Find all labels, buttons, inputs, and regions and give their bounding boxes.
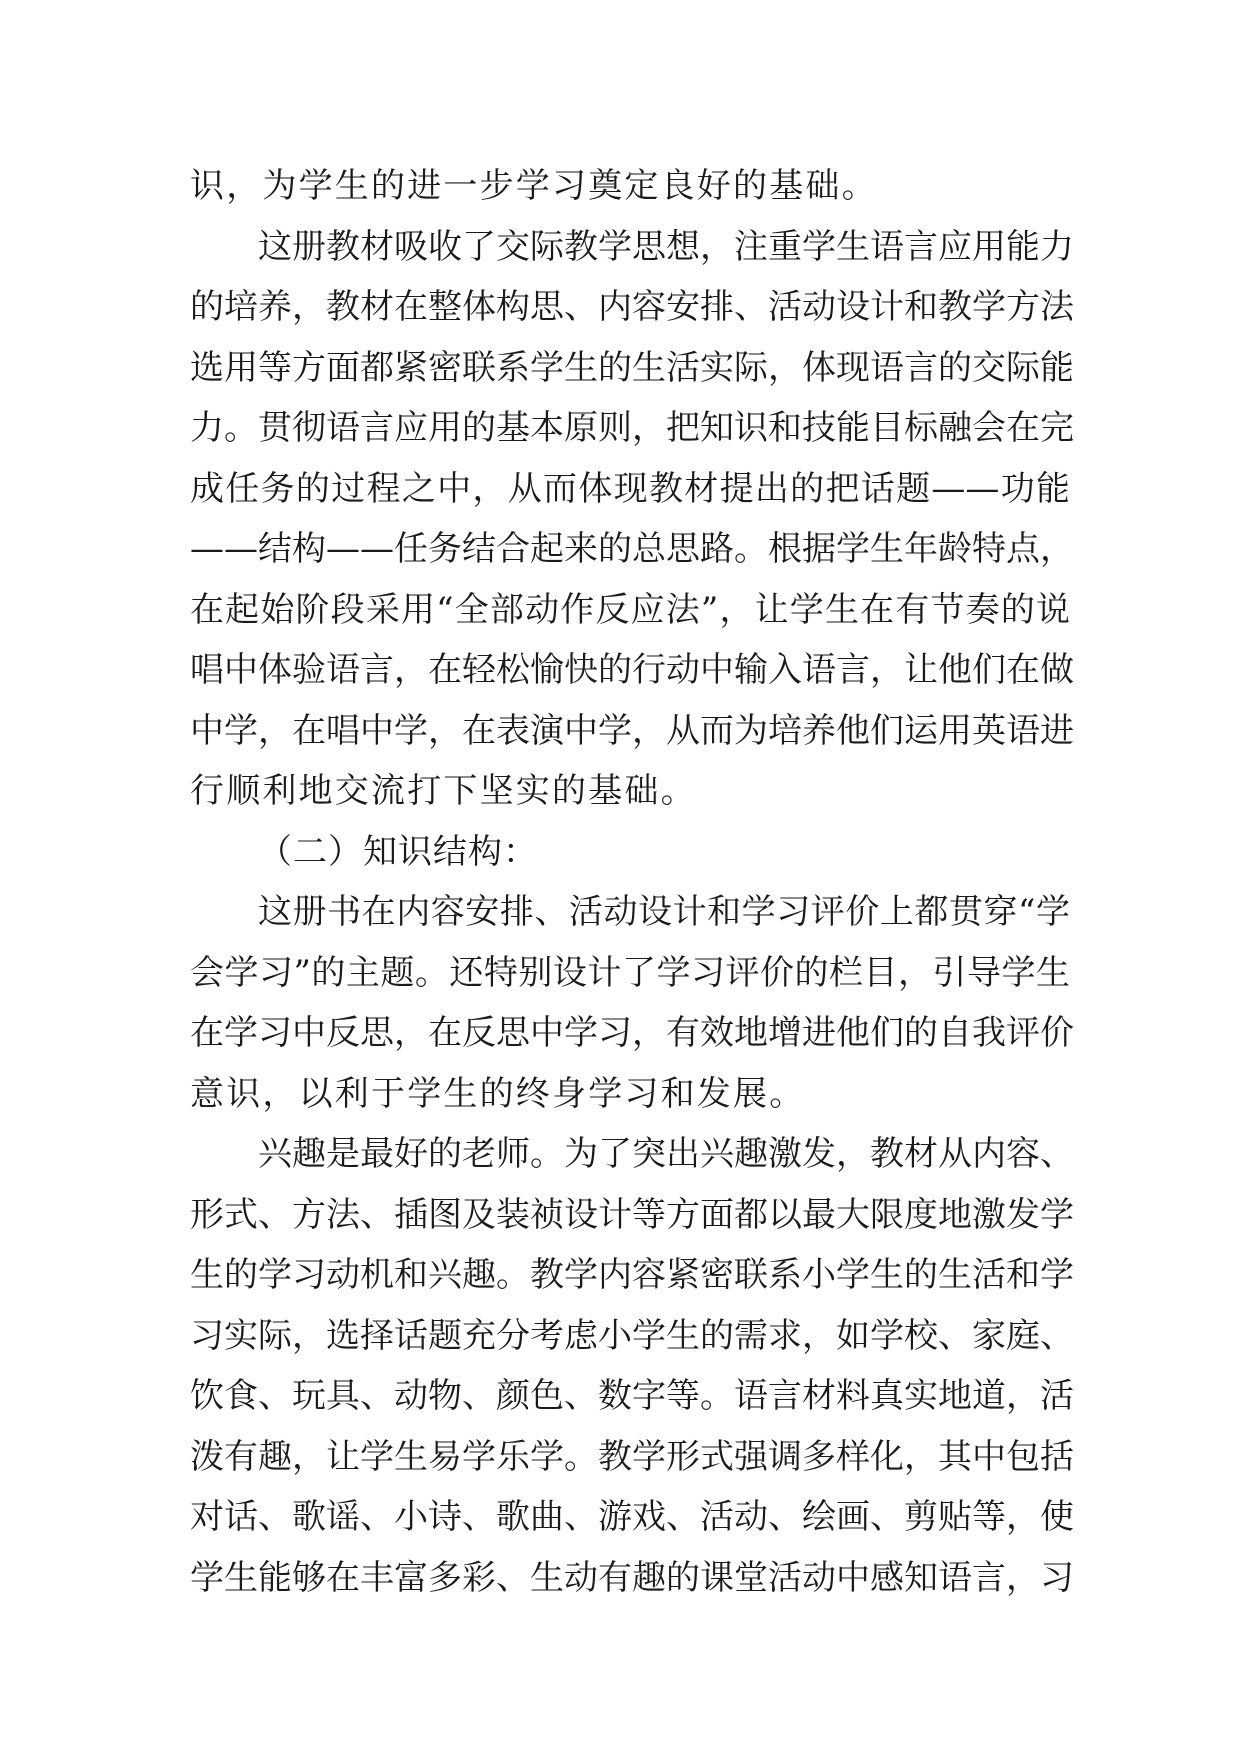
text-line: 对话、歌谣、小诗、歌曲、游戏、活动、绘画、剪贴等，使 — [190, 1497, 1074, 1537]
text-line: 饮食、玩具、动物、颜色、数字等。语言材料真实地道，活 — [190, 1376, 1074, 1416]
text-line: 生的学习动机和兴趣。教学内容紧密联系小学生的生活和学 — [190, 1255, 1074, 1295]
text-line: 习实际，选择话题充分考虑小学生的需求，如学校、家庭、 — [190, 1315, 1074, 1356]
paragraph-first-line: 兴趣是最好的老师。为了突出兴趣激发，教材从内容、 — [258, 1134, 1074, 1174]
text-line: 在学习中反思，在反思中学习，有效地增进他们的自我评价 — [190, 1013, 1074, 1053]
text-line: 形式、方法、插图及装祯设计等方面都以最大限度地激发学 — [190, 1194, 1074, 1235]
text-line: 会学习”的主题。还特别设计了学习评价的栏目，引导学生 — [190, 952, 1070, 993]
text-line: 唱中体验语言，在轻松愉快的行动中输入语言，让他们在做 — [190, 650, 1074, 690]
paragraph-first-line: 这册教材吸收了交际教学思想，注重学生语言应用能力 — [258, 226, 1074, 267]
section-heading: （二）知识结构： — [258, 831, 538, 872]
document-body — [190, 156, 1074, 1608]
text-line: 成任务的过程之中，从而体现教材提出的把话题——功能 — [190, 468, 1070, 509]
text-line: 的培养，教材在整体构思、内容安排、活动设计和教学方法 — [190, 287, 1074, 327]
text-line: 识，为学生的进一步学习奠定良好的基础。 — [190, 166, 878, 206]
text-line: 泼有趣，让学生易学乐学。教学形式强调多样化，其中包括 — [190, 1436, 1074, 1477]
text-line: 力。贯彻语言应用的基本原则，把知识和技能目标融会在完 — [190, 408, 1074, 448]
text-line: 选用等方面都紧密联系学生的生活实际，体现语言的交际能 — [190, 347, 1074, 388]
text-line: 学生能够在丰富多彩、生动有趣的课堂活动中感知语言，习 — [190, 1557, 1074, 1598]
paragraph-first-line: 这册书在内容安排、活动设计和学习评价上都贯穿“学 — [258, 892, 1070, 932]
text-line: 意识，以利于学生的终身学习和发展。 — [190, 1073, 806, 1114]
text-line: ——结构——任务结合起来的总思路。根据学生年龄特点， — [190, 529, 1074, 569]
text-line: 中学，在唱中学，在表演中学，从而为培养他们运用英语进 — [190, 710, 1074, 751]
text-line: 在起始阶段采用“全部动作反应法”，让学生在有节奏的说 — [190, 589, 1070, 630]
text-line: 行顺利地交流打下坚实的基础。 — [190, 771, 697, 811]
